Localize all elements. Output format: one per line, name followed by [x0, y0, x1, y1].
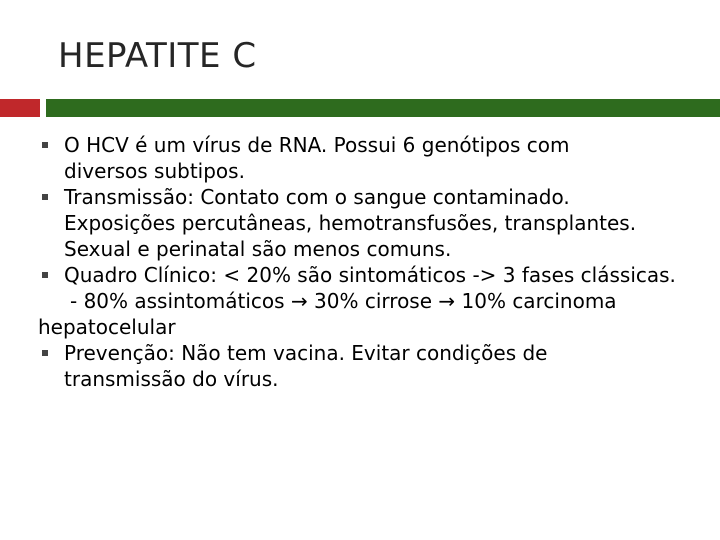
- continuation-line: hepatocelular: [38, 315, 176, 339]
- slide-title: HEPATITE C: [58, 36, 257, 76]
- continuation-text: [38, 288, 714, 340]
- square-bullet-icon: [42, 194, 48, 200]
- title-accent-red-bar: [0, 99, 40, 117]
- square-bullet-icon: [42, 142, 48, 148]
- square-bullet-icon: [42, 272, 48, 278]
- bullet-item-prevencao: [38, 340, 714, 392]
- title-accent-green-bar: [46, 99, 720, 117]
- bullet-item-hcv: [38, 132, 714, 184]
- slide-body: [38, 132, 714, 392]
- bullet-text-line: Transmissão: Contato com o sangue contaminado.: [64, 185, 570, 209]
- bullet-text-line: Exposições percutâneas, hemotransfusões, transplantes.: [64, 211, 637, 235]
- bullet-item-transmissao: [38, 184, 714, 262]
- bullet-text-line: diversos subtipos.: [64, 159, 245, 183]
- bullet-text-line: Quadro Clínico: < 20% são sintomáticos -> 3 fases clássicas.: [64, 263, 676, 287]
- bullet-text-line: O HCV é um vírus de RNA. Possui 6 genótipos com: [64, 133, 570, 157]
- bullet-text-line: Prevenção: Não tem vacina. Evitar condições de: [64, 341, 548, 365]
- continuation-line: - 80% assintomáticos → 30% cirrose → 10% carcinoma: [70, 289, 617, 313]
- bullet-text-line: transmissão do vírus.: [64, 367, 279, 391]
- bullet-text-line: Sexual e perinatal são menos comuns.: [64, 237, 452, 261]
- bullet-item-quadro-clinico: [38, 262, 714, 288]
- square-bullet-icon: [42, 350, 48, 356]
